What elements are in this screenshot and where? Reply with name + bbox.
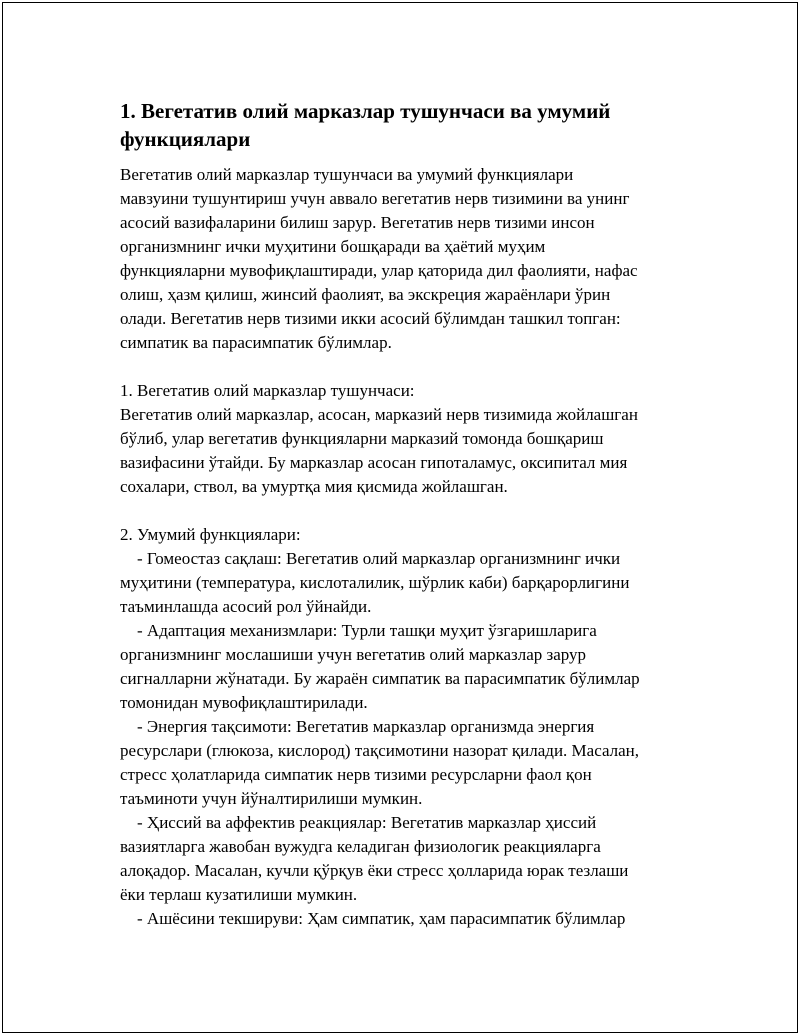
paragraph-spacer [120,499,710,523]
intro-paragraph [120,163,710,355]
intro-line: олиш, ҳазм қилиш, жинсий фаолият, ва экскреция жараёнлари ўрин [120,285,611,304]
section-2-line: ресурслари (глюкоза, кислород) тақсимотини назорат қилади. Масалан, [120,741,640,760]
intro-line: симпатик ва парасимпатик бўлимлар. [120,333,392,352]
section-1-line: бўлиб, улар вегетатив функцияларни марказий томонда бошқариш [120,429,604,448]
section-1 [120,379,710,499]
intro-line: функцияларни мувофиқлаштиради, улар қаторида дил фаолияти, нафас [120,261,638,280]
intro-line: олади. Вегетатив нерв тизими икки асосий бўлимдан ташкил топган: [120,309,621,328]
section-2-line: таъминоти учун йўналтирилиши мумкин. [120,789,423,808]
section-2-line: вазиятларга жавобан вужудга келадиган физиологик реакцияларга [120,837,601,856]
section-2-line: - Адаптация механизмлари: Турли ташқи муҳит ўзгаришларига [120,621,597,640]
title-line-2: функциялари [120,127,251,151]
section-2-heading: 2. Умумий функциялари: [120,525,301,544]
section-1-line: вазифасини ўтайди. Бу марказлар асосан гипоталамус, оксипитал мия [120,453,628,472]
document-title [120,97,710,153]
section-2-line: - Гомеостаз сақлаш: Вегетатив олий марказлар организмнинг ички [120,549,621,568]
section-2-line: организмнинг мослашиши учун вегетатив олий марказлар зарур [120,645,587,664]
intro-line: Вегетатив олий марказлар тушунчаси ва умумий функциялари [120,165,574,184]
section-1-line: сохалари, ствол, ва умуртқа мия қисмида жойлашган. [120,477,508,496]
section-1-line: Вегетатив олий марказлар, асосан, марказий нерв тизимида жойлашган [120,405,638,424]
section-2-line: - Ашёсини текшируви: Ҳам симпатик, ҳам парасимпатик бўлимлар [120,909,626,928]
title-line-1: 1. Вегетатив олий марказлар тушунчаси ва умумий [120,99,611,123]
section-2-line: муҳитини (температура, кислоталилик, шўрлик каби) барқарорлигини [120,573,630,592]
section-2-line: стресс ҳолатларида симпатик нерв тизими ресурсларни фаол қон [120,765,592,784]
section-2-line: алоқадор. Масалан, кучли қўрқув ёки стресс ҳолларида юрак тезлаши [120,861,629,880]
section-1-heading: 1. Вегетатив олий марказлар тушунчаси: [120,381,415,400]
intro-line: асосий вазифаларини билиш зарур. Вегетатив нерв тизими инсон [120,213,595,232]
document-content [120,97,710,931]
section-2-line: сигналларни жўнатади. Бу жараён симпатик ва парасимпатик бўлимлар [120,669,640,688]
section-2-line: ёки терлаш кузатилиши мумкин. [120,885,358,904]
section-2-line: томонидан мувофиқлаштирилади. [120,693,368,712]
intro-line: организмнинг ички муҳитини бошқаради ва ҳаётий муҳим [120,237,546,256]
intro-line: мавзуини тушунтириш учун аввало вегетатив нерв тизимини ва унинг [120,189,630,208]
section-2-line: - Энергия тақсимоти: Вегетатив марказлар организмда энергия [120,717,595,736]
document-page [2,2,798,1033]
section-2-line: таъминлашда асосий рол ўйнайди. [120,597,372,616]
section-2-line: - Ҳиссий ва аффектив реакциялар: Вегетатив марказлар ҳиссий [120,813,597,832]
paragraph-spacer [120,355,710,379]
section-2 [120,523,710,931]
